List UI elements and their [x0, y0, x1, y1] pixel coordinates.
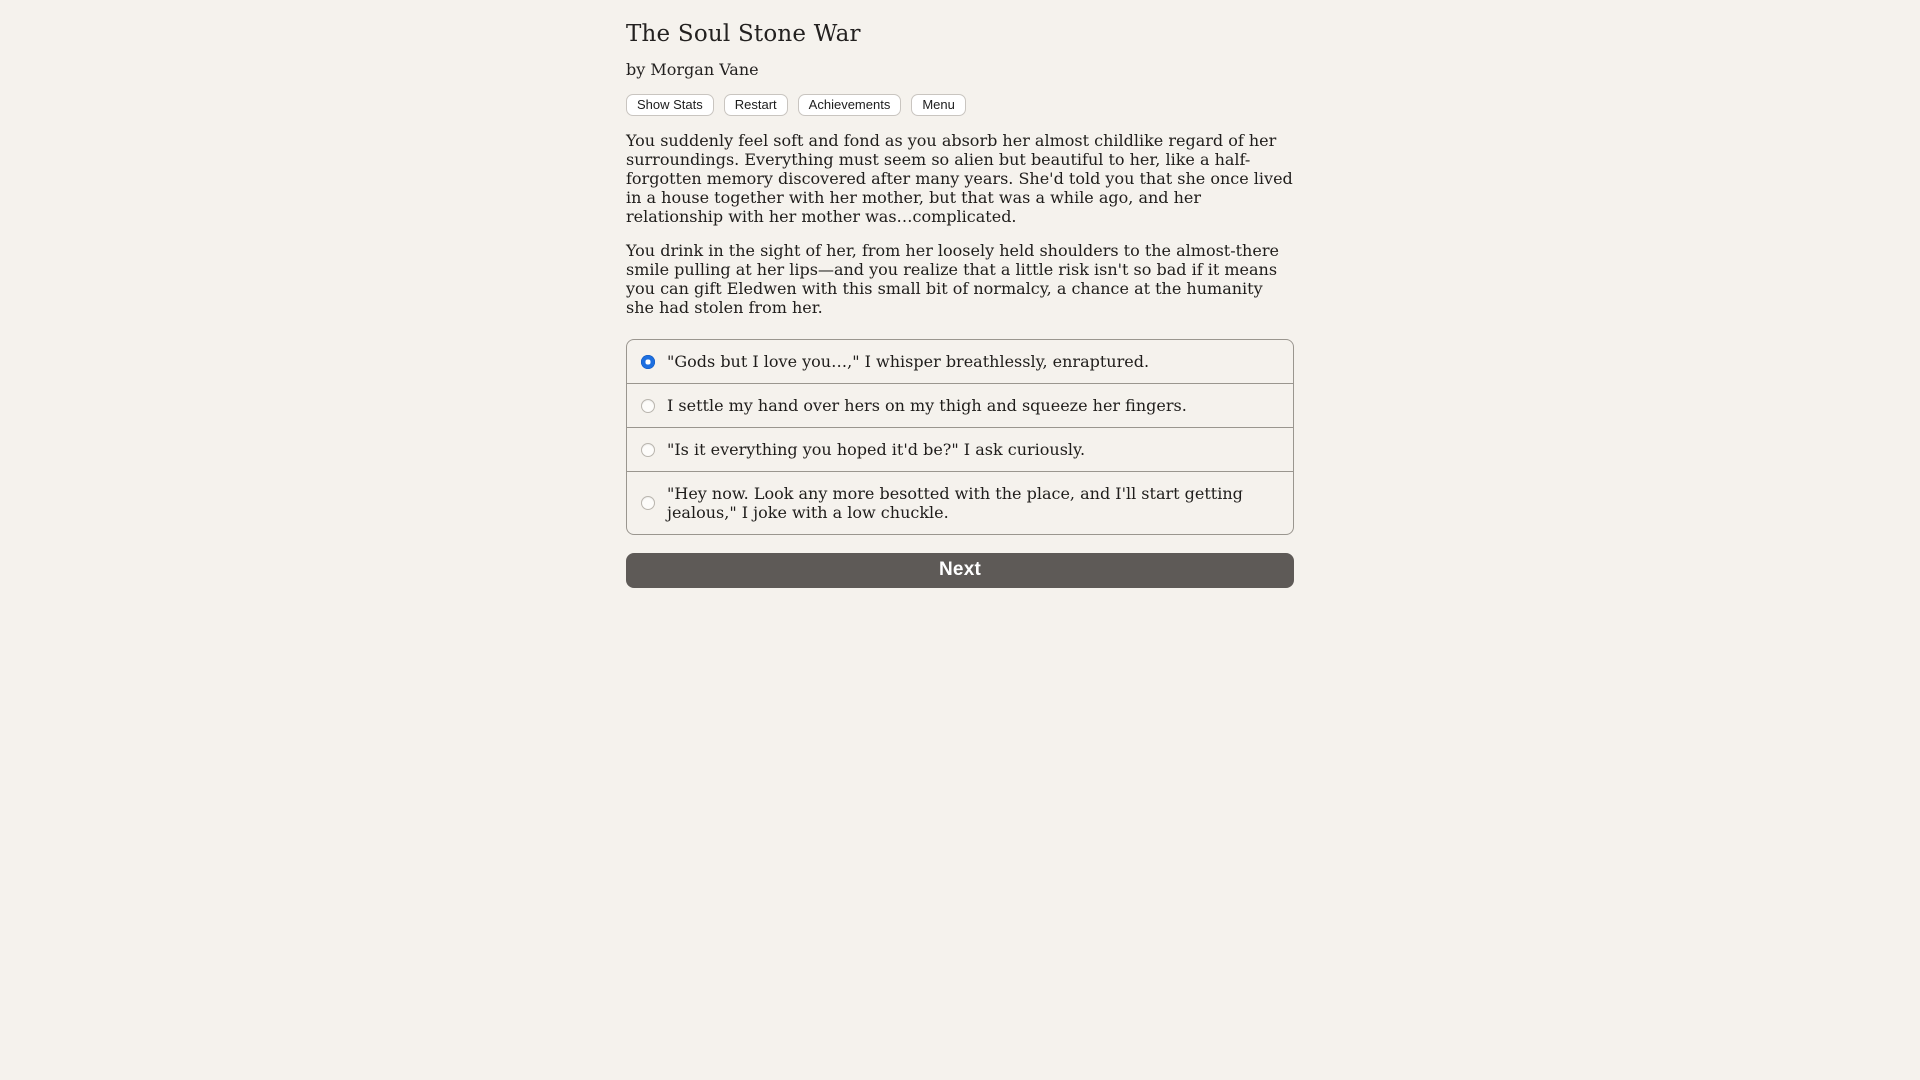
game-content [626, 0, 1294, 588]
choice-option-label: "Is it everything you hoped it'd be?" I ask curiously. [667, 440, 1086, 459]
radio-unselected-icon[interactable] [641, 399, 655, 413]
story-paragraph: You drink in the sight of her, from her loosely held shoulders to the almost-there smile pulling at her lips—and you realize that a little risk isn't so bad if it means you can gift Eledwen with this small bit of normalcy, a chance at the humanity she had stolen from her. [626, 241, 1279, 317]
page-title: The Soul Stone War [626, 21, 861, 47]
choice-list [626, 339, 1294, 535]
next-button[interactable]: Next [626, 553, 1294, 588]
choice-option-1[interactable] [627, 340, 1293, 384]
choice-option-3[interactable] [627, 428, 1293, 472]
choice-option-label: I settle my hand over hers on my thigh and squeeze her fingers. [667, 396, 1187, 415]
choice-option-4[interactable] [627, 472, 1293, 534]
choice-option-label: "Hey now. Look any more besotted with the place, and I'll start getting jealous," I joke with a low chuckle. [667, 484, 1243, 522]
menu-button[interactable]: Menu [911, 94, 966, 116]
radio-unselected-icon[interactable] [641, 443, 655, 457]
choice-option-label: "Gods but I love you…," I whisper breathlessly, enraptured. [667, 352, 1150, 371]
radio-selected-icon[interactable] [641, 355, 655, 369]
story-paragraph: You suddenly feel soft and fond as you absorb her almost childlike regard of her surroundings. Everything must seem so alien but beautiful to her, like a half-forgotten memory discovered after many years. She'd told you that she once lived in a house together with her mother, but that was a while ago, and her relationship with her mother was…complicated. [626, 131, 1293, 226]
toolbar [626, 94, 1294, 116]
achievements-button[interactable]: Achievements [798, 94, 902, 116]
radio-unselected-icon[interactable] [641, 496, 655, 510]
story-text [626, 131, 1294, 317]
restart-button[interactable]: Restart [724, 94, 788, 116]
choice-option-2[interactable] [627, 384, 1293, 428]
show-stats-button[interactable]: Show Stats [626, 94, 714, 116]
author-line: by Morgan Vane [626, 60, 759, 79]
